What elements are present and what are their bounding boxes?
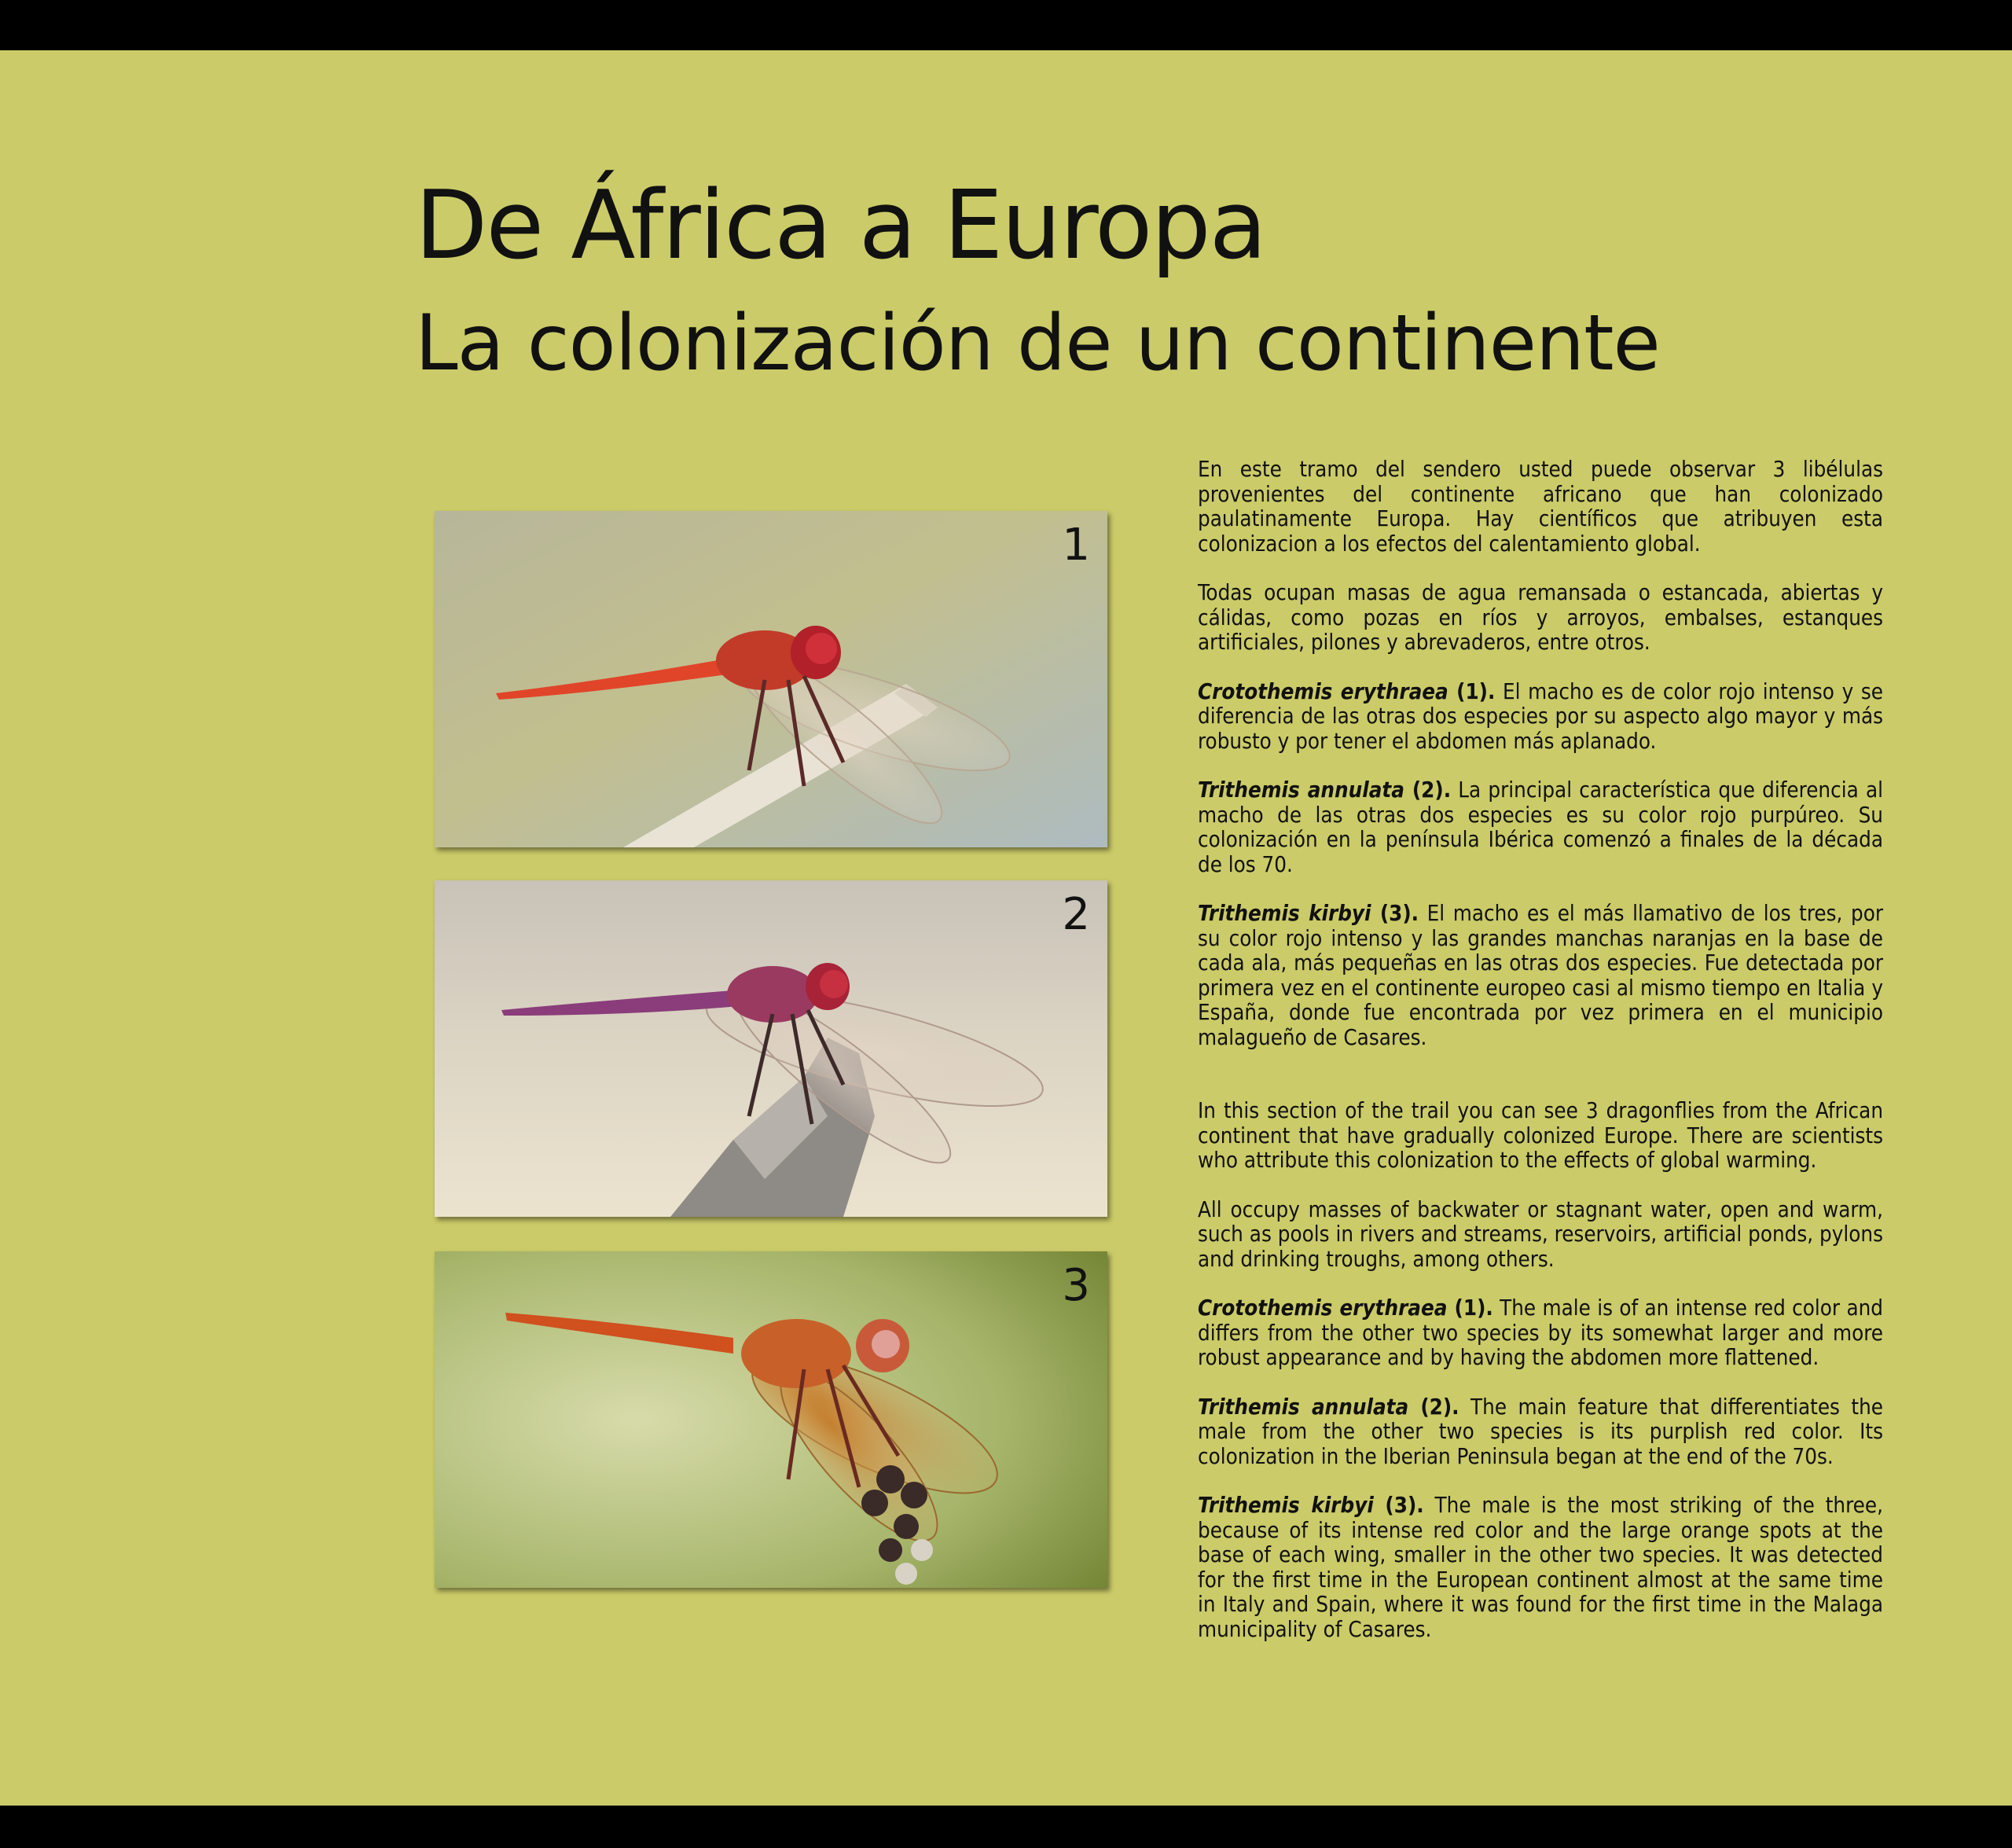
- body-text: [1198, 457, 1883, 1666]
- species-name: Trithemis annulata: [1198, 1394, 1409, 1420]
- species-name: Trithemis annulata: [1198, 777, 1404, 803]
- bottom-black-bar: [0, 1806, 2012, 1848]
- species-name: Trithemis kirbyi: [1198, 1493, 1374, 1518]
- species-description: The male is of an intense red color and differs from the other two species by its somewhat larger and more robust appearance and by having the abdomen more flattened.: [1198, 1295, 1883, 1370]
- species-description: El macho es de color rojo intenso y se diferencia de las otras dos especies por su aspecto algo mayor y más robusto y por tener el abdomen más aplanado.: [1198, 678, 1883, 754]
- species-description: La principal característica que diferencia al macho de las otras dos especies es su color rojo purpúreo. Su colonización en la península Ibérica comenzó a finales de la década de los 70.: [1198, 777, 1883, 877]
- en-species-2-paragraph: [1198, 1395, 1883, 1470]
- species-number: (1).: [1447, 1295, 1493, 1321]
- species-number: (2).: [1408, 1394, 1459, 1420]
- en-species-1-paragraph: [1198, 1296, 1883, 1371]
- es-species-3-paragraph: [1198, 902, 1883, 1050]
- photo-number: 1: [1062, 520, 1090, 571]
- photo-number: 2: [1062, 889, 1090, 940]
- en-habitat-paragraph: All occupy masses of backwater or stagnant water, open and warm, such as pools in rivers and streams, reservoirs, artificial ponds, pylons and drinking troughs, among others.: [1198, 1196, 1883, 1272]
- species-number: (3).: [1373, 1493, 1424, 1518]
- en-species-3-paragraph: [1198, 1493, 1883, 1642]
- species-name: Crotothemis erythraea: [1198, 1295, 1448, 1321]
- top-black-bar: [0, 0, 2012, 50]
- es-species-2-paragraph: [1198, 778, 1883, 877]
- species-number: (3).: [1371, 901, 1419, 926]
- dragonfly-image-1: [435, 511, 1107, 847]
- species-description: The male is the most striking of the three, because of its intense red color and the large orange spots at the base of each wing, smaller in the other two species. It was detected for the first time in the European continent almost at the same time in Italy and Spain, where it was found for the first time in the Malaga municipality of Casares.: [1198, 1493, 1883, 1642]
- species-number: (1).: [1448, 678, 1496, 704]
- es-habitat-paragraph: Todas ocupan masas de agua remansada o estancada, abiertas y cálidas, como pozas en ríos y arroyos, embalses, estanques artificiales, pilones y abrevaderos, entre otros.: [1198, 580, 1883, 655]
- photo-number: 3: [1062, 1260, 1090, 1311]
- photo-crotothemis-erythraea: [435, 511, 1107, 847]
- species-name: Trithemis kirbyi: [1198, 901, 1371, 926]
- species-description: The main feature that differentiates the male from the other two species is its purplish red color. Its colonization in the Iberian Peninsula began at the end of the 70s.: [1198, 1394, 1883, 1469]
- species-description: El macho es el más llamativo de los tres, por su color rojo intenso y las grandes manchas naranjas en la base de cada ala, más pequeñas en las otras dos especies. Fue detectada por primera vez en el continente europeo casi al mismo tiempo en Italia y España, donde fue encontrada por vez primera en el municipio malagueño de Casares.: [1198, 901, 1883, 1050]
- en-intro-paragraph: In this section of the trail you can see 3 dragonflies from the African continent that have gradually colonized Europe. There are scientists who attribute this colonization to the effects of global warming.: [1198, 1098, 1883, 1173]
- photo-trithemis-kirbyi: [435, 1251, 1107, 1588]
- dragonfly-image-2: [435, 880, 1107, 1217]
- dragonfly-image-3: [435, 1251, 1107, 1588]
- es-species-1-paragraph: [1198, 680, 1883, 755]
- es-intro-paragraph: En este tramo del sendero usted puede observar 3 libélulas provenientes del continente africano que han colonizado paulatinamente Europa. Hay científicos que atribuyen esta colonizacion a los efectos del calentamiento global.: [1198, 457, 1883, 557]
- page-title: De África a Europa: [415, 171, 1266, 281]
- species-name: Crotothemis erythraea: [1198, 678, 1448, 704]
- page-subtitle: La colonización de un continente: [415, 299, 1660, 388]
- species-number: (2).: [1404, 777, 1452, 803]
- photo-trithemis-annulata: [435, 880, 1107, 1217]
